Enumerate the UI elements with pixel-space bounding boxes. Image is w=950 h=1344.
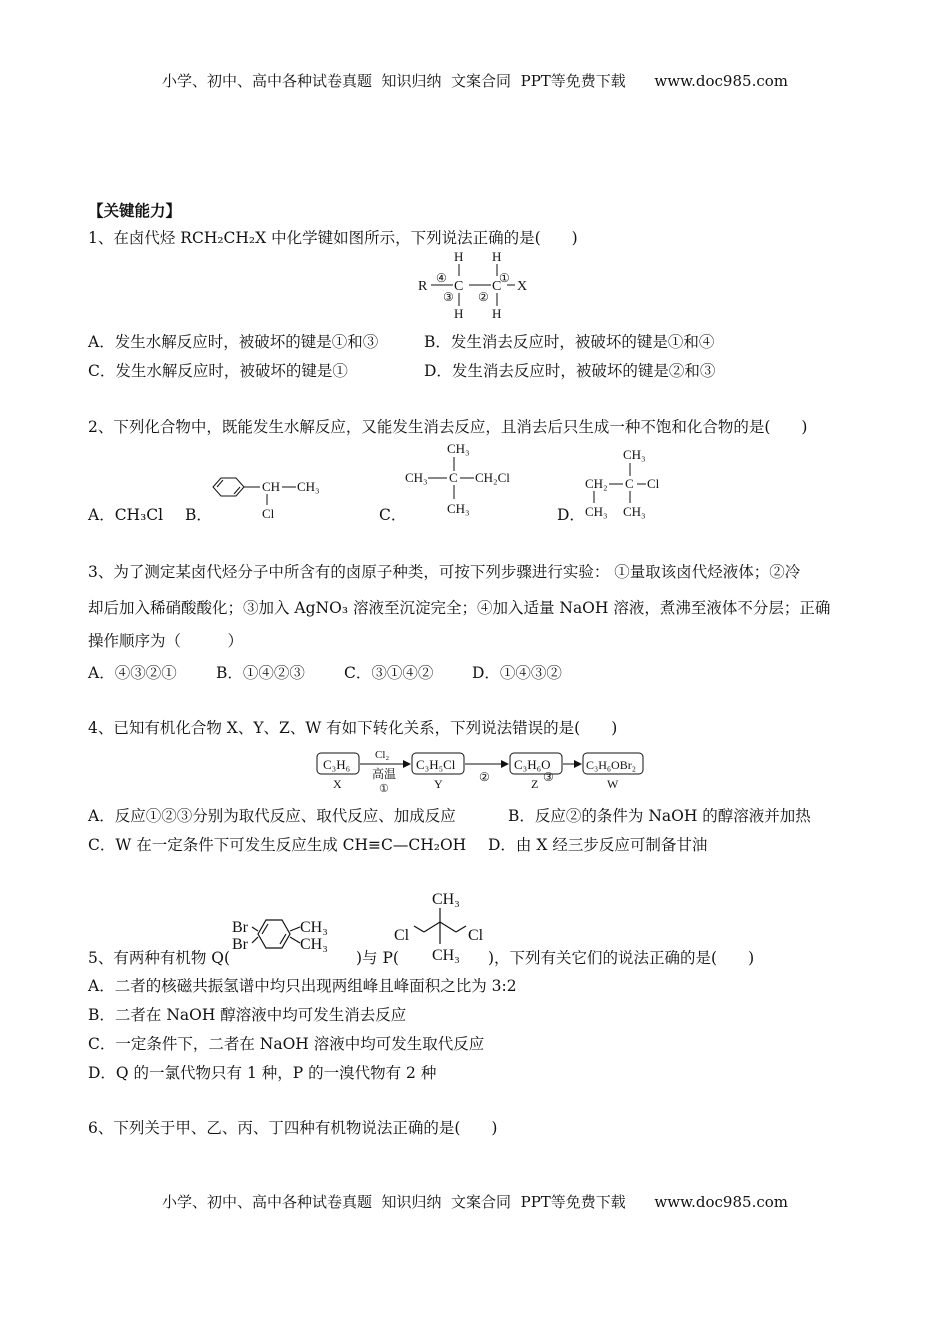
q1-h2-bottom: H	[492, 306, 502, 321]
q2-option-c-label: C．	[379, 506, 407, 524]
q2-option-d-label: D．	[557, 506, 585, 524]
q2-option-b-label: B．	[185, 506, 212, 524]
ring-icon	[258, 920, 290, 948]
section-title: 【关键能力】	[88, 202, 182, 220]
svg-text:②: ②	[479, 770, 490, 784]
q5-stem-start: 5、有两种有机物 Q(	[88, 949, 231, 967]
q5-option-c: C．一定条件下，二者在 NaOH 溶液中均可发生取代反应	[88, 1035, 485, 1053]
page-header: 小学、初中、高中各种试卷真题 知识归纳 文案合同 PPT等免费下载 www.doc985.com	[161, 72, 788, 90]
q1-bond-3: ③	[443, 290, 454, 304]
q1-x: X	[517, 279, 528, 294]
q1-h1-top: H	[454, 249, 464, 264]
q5-structure-q	[230, 912, 360, 962]
q4-option-a: A．反应①②③分别为取代反应、取代反应、加成反应	[88, 807, 456, 825]
q5-stem-middle: )与 P(	[356, 949, 399, 967]
svg-text:C₃H₆OBr₂: C₃H₆OBr₂	[586, 758, 636, 772]
svg-text:C₃H₆O: C₃H₆O	[514, 757, 551, 772]
q1-bond-diagram	[415, 248, 540, 322]
svg-text:CH₃: CH₃	[623, 447, 646, 462]
svg-text:C: C	[449, 470, 458, 485]
q2-structure-c	[402, 440, 522, 520]
q4-option-d: D．由 X 经三步反应可制备甘油	[488, 836, 708, 854]
q3-option-a: A．④③②①	[88, 664, 177, 682]
svg-text:W: W	[607, 777, 619, 791]
q6-stem: 6、下列关于甲、乙、丙、丁四种有机物说法正确的是( )	[88, 1119, 498, 1137]
svg-text:Cl₂: Cl₂	[375, 749, 390, 761]
svg-text:X: X	[333, 777, 342, 791]
q1-option-d: D．发生消去反应时，被破坏的键是②和③	[424, 362, 716, 380]
svg-text:CH₂: CH₂	[585, 476, 608, 491]
svg-text:CH₃: CH₃	[405, 470, 428, 485]
q1-r: R	[418, 279, 428, 294]
svg-text:Cl: Cl	[647, 476, 660, 491]
q1-c1: C	[454, 279, 464, 294]
svg-text:CH₂Cl: CH₂Cl	[475, 470, 510, 485]
q4-reaction-scheme	[315, 742, 645, 794]
q1-bond-2: ②	[478, 290, 489, 304]
q5-option-a: A．二者的核磁共振氢谱中均只出现两组峰且峰面积之比为 3:2	[88, 977, 517, 995]
svg-text:CH₃: CH₃	[300, 919, 328, 936]
svg-text:CH₃: CH₃	[585, 504, 608, 519]
svg-text:③: ③	[543, 770, 554, 784]
svg-text:高温: 高温	[372, 767, 397, 781]
q5-structure-p	[388, 886, 498, 966]
q1-h1-bottom: H	[454, 306, 464, 321]
q5-option-b: B．二者在 NaOH 醇溶液中均可发生消去反应	[88, 1006, 407, 1024]
q3-option-c: C．③①④②	[344, 664, 434, 682]
q3-line-2: 却后加入稀硝酸酸化；③加入 AgNO₃ 溶液至沉淀完全；④加入适量 NaOH 溶液，煮沸至液体不分层；正确	[88, 599, 831, 617]
svg-text:CH₃: CH₃	[623, 504, 646, 519]
q3-option-b: B．①④②③	[216, 664, 305, 682]
svg-text:CH₃: CH₃	[432, 891, 460, 908]
q3-option-d: D．①④③②	[472, 664, 562, 682]
svg-text:Cl: Cl	[262, 506, 275, 521]
q1-c2: C	[492, 279, 502, 294]
svg-text:CH₃: CH₃	[447, 501, 470, 516]
q4-stem: 4、已知有机化合物 X、Y、Z、W 有如下转化关系，下列说法错误的是( )	[88, 719, 618, 737]
svg-text:CH₃: CH₃	[447, 441, 470, 456]
q1-option-a: A．发生水解反应时，被破坏的键是①和③	[88, 333, 379, 351]
svg-text:Cl: Cl	[468, 927, 484, 944]
svg-text:Br: Br	[232, 936, 248, 953]
q5-option-d: D．Q 的一氯代物只有 1 种，P 的一溴代物有 2 种	[88, 1064, 437, 1082]
svg-text:CH₃: CH₃	[432, 947, 460, 964]
q3-line-1: 3、为了测定某卤代烃分子中所含有的卤原子种类，可按下列步骤进行实验： ①量取该卤代烃液体；②冷	[88, 563, 801, 581]
svg-text:CH: CH	[262, 479, 281, 494]
q2-stem: 2、下列化合物中，既能发生水解反应，又能发生消去反应，且消去后只生成一种不饱和化合物的是( )	[88, 418, 808, 436]
svg-text:C₃H₅Cl: C₃H₅Cl	[416, 757, 456, 772]
svg-text:Br: Br	[232, 919, 248, 936]
q5-stem-end: )，下列有关它们的说法正确的是( )	[488, 949, 755, 967]
svg-text:C: C	[625, 476, 634, 491]
q1-bond-1: ①	[499, 271, 510, 285]
svg-text:CH₃: CH₃	[297, 479, 320, 494]
q4-option-c: C．W 在一定条件下可发生反应生成 CH≡C—CH₂OH	[88, 836, 467, 854]
svg-text:①: ①	[379, 783, 389, 794]
q3-line-3: 操作顺序为（ ）	[88, 632, 244, 650]
q1-option-b: B．发生消去反应时，被破坏的键是①和④	[424, 333, 715, 351]
q4-option-b: B．反应②的条件为 NaOH 的醇溶液并加热	[508, 807, 811, 825]
q2-option-a: A．CH₃Cl	[88, 506, 164, 524]
q1-option-c: C．发生水解反应时，被破坏的键是①	[88, 362, 348, 380]
svg-text:Z: Z	[531, 777, 539, 791]
svg-text:Cl: Cl	[394, 927, 410, 944]
svg-text:CH₃: CH₃	[300, 936, 328, 953]
q2-structure-b	[208, 468, 328, 523]
q1-bond-4: ④	[436, 271, 447, 285]
q2-structure-d	[582, 446, 667, 522]
q1-h2-top: H	[492, 249, 502, 264]
svg-text:Y: Y	[434, 777, 443, 791]
q1-stem: 1、在卤代烃 RCH₂CH₂X 中化学键如图所示，下列说法正确的是( )	[88, 229, 578, 247]
page-footer: 小学、初中、高中各种试卷真题 知识归纳 文案合同 PPT等免费下载 www.doc985.com	[161, 1193, 788, 1211]
svg-text:C₃H₆: C₃H₆	[323, 757, 351, 772]
